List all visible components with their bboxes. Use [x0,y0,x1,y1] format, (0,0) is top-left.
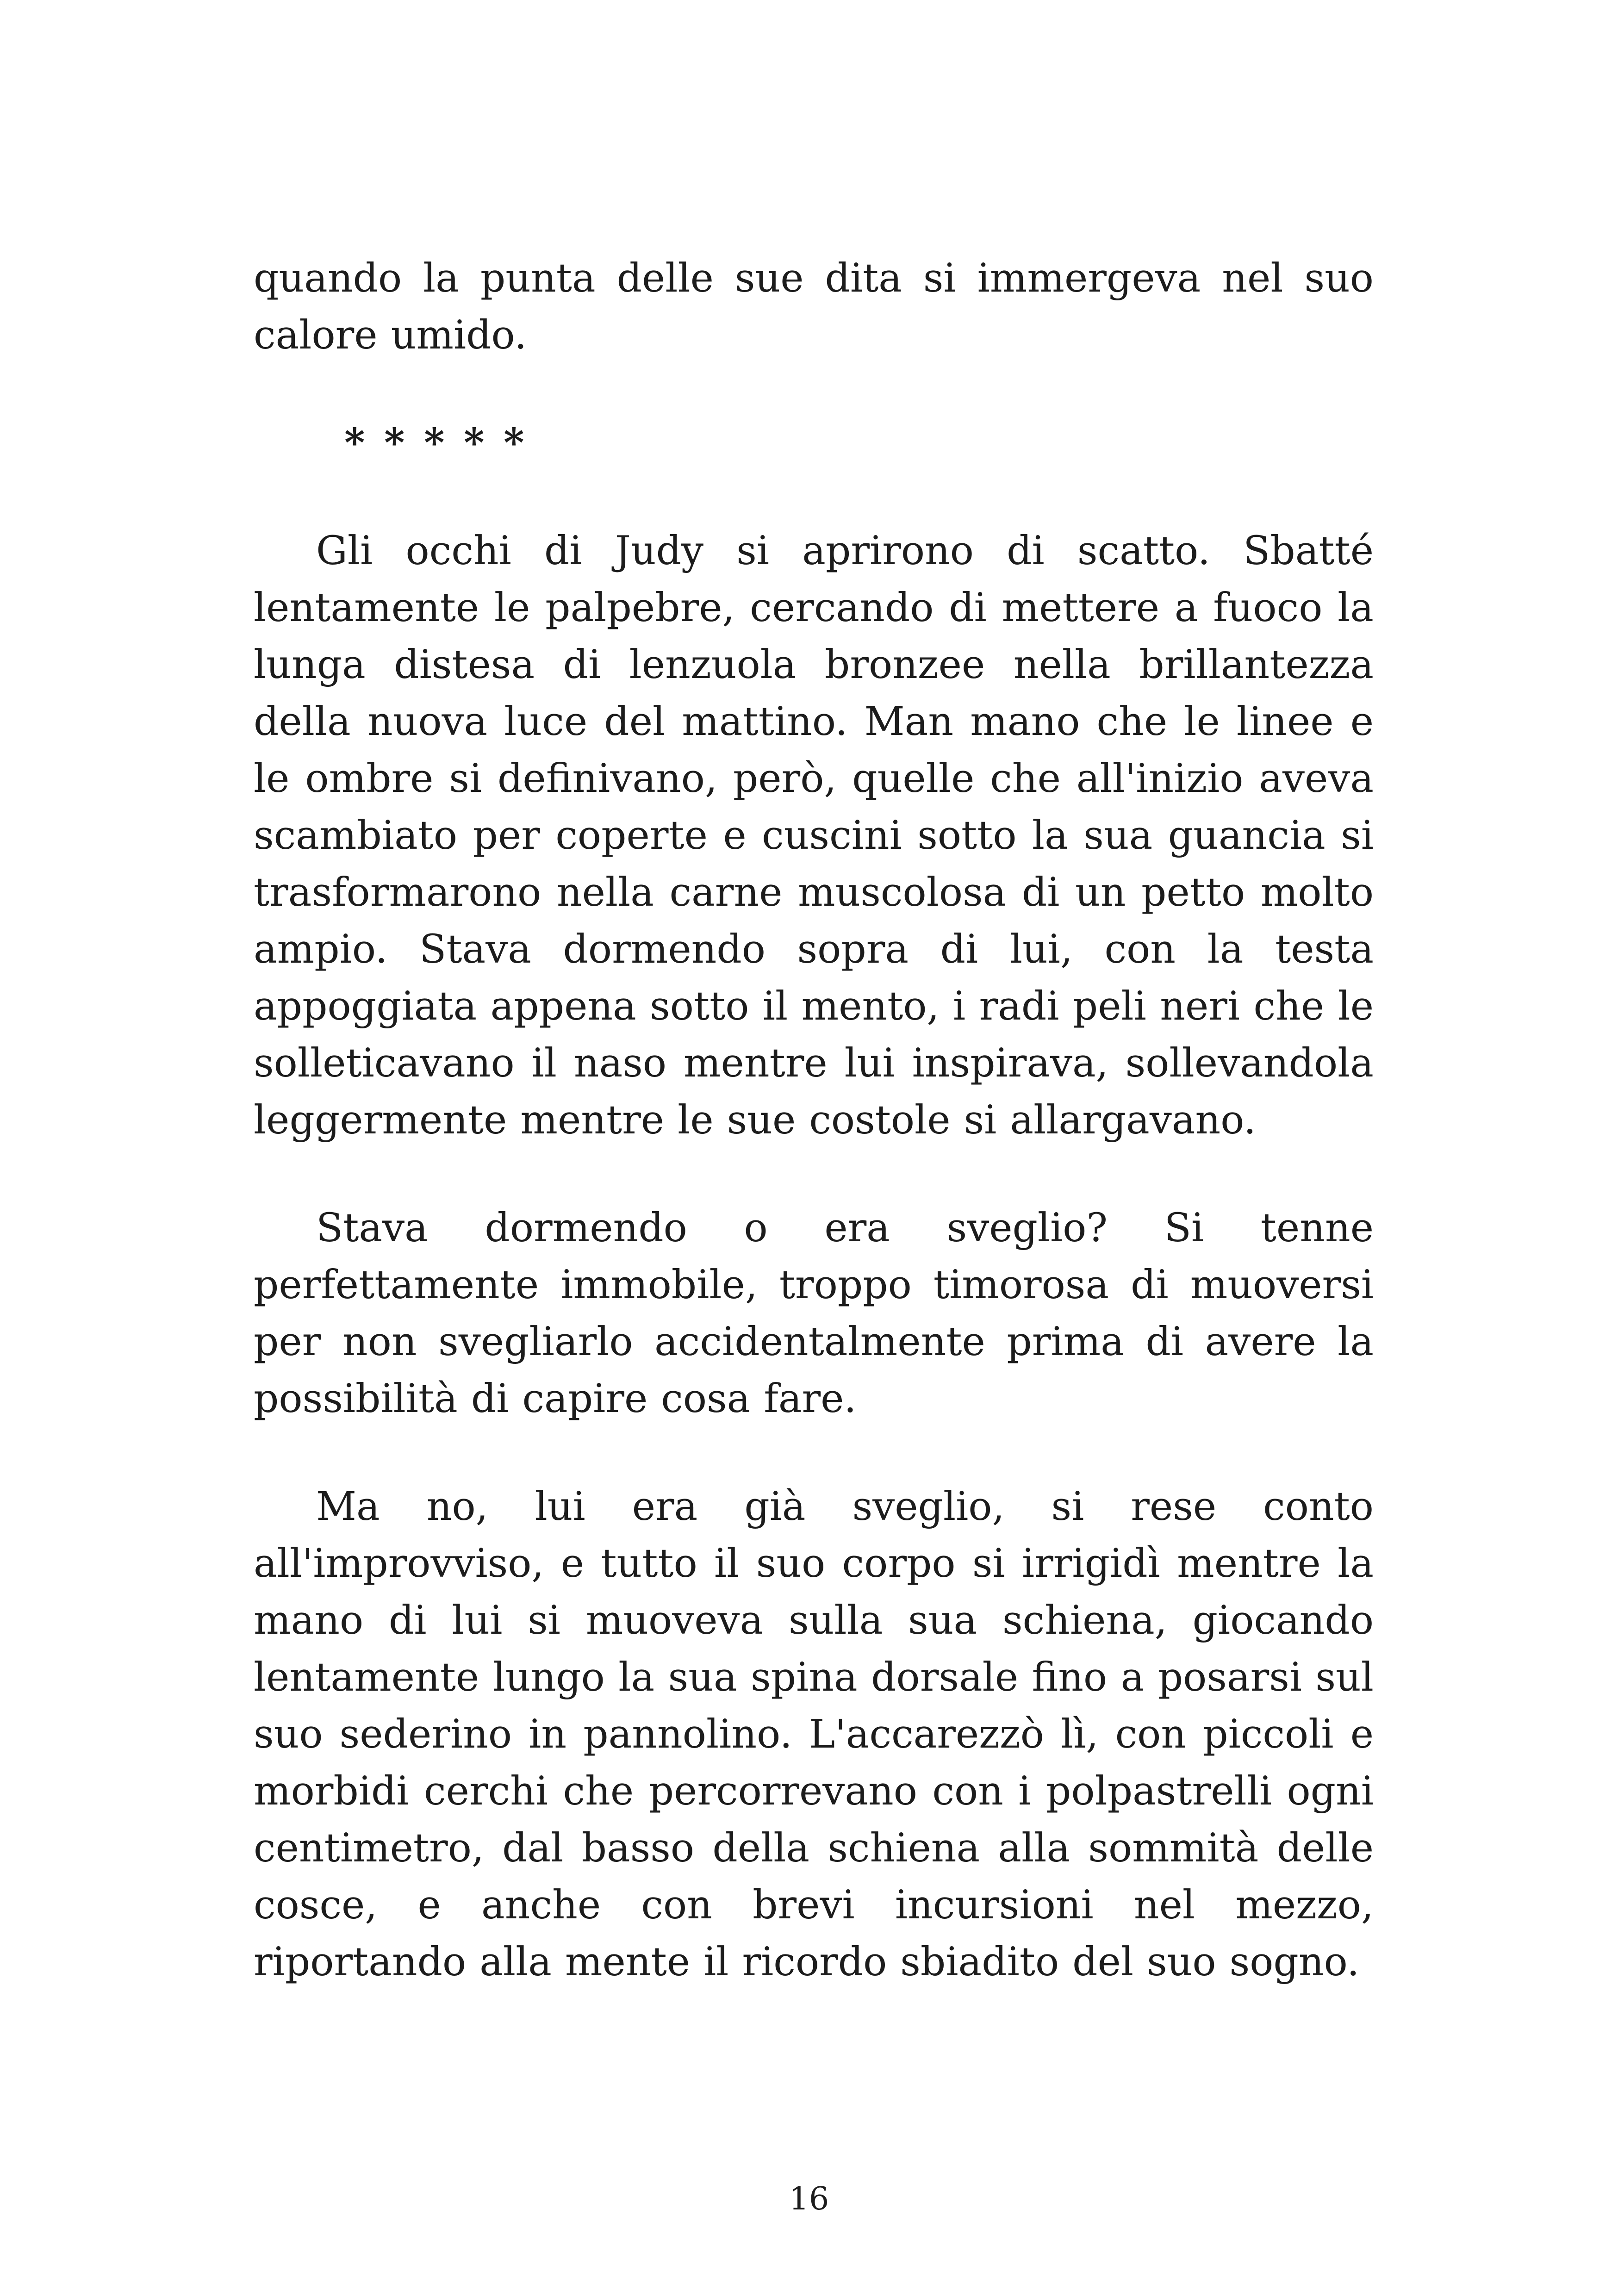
page-number: 16 [789,2181,829,2217]
paragraph-continuation: quando la punta delle sue dita si immergeva nel suo calore umido. [254,255,1374,358]
paragraph-already-awake: Ma no, lui era già sveglio, si rese conto all'improvviso, e tutto il suo corpo si irrigidì mentre la mano di lui si muoveva sulla sua schiena, giocando lentamente lungo la sua spina dorsale fino a posarsi sul suo sederino in pannolino. L'accarezzò lì, con piccoli e morbidi cerchi che percorrevano con i polpastrelli ogni centimetro, dal basso della schiena alla sommità delle cosce, e anche con brevi incursioni nel mezzo, riportando alla mente il ricordo sbiadito del suo sogno. [254,1484,1374,1985]
paragraph-judy-awakens: Gli occhi di Judy si aprirono di scatto. Sbatté lentamente le palpebre, cercando di mettere a fuoco la lunga distesa di lenzuola bronzee nella brillantezza della nuova luce del mattino. Man mano che le linee e le ombre si definivano, però, quelle che all'inizio aveva scambiato per coperte e cuscini sotto la sua guancia si trasformarono nella carne muscolosa di un petto molto ampio. Stava dormendo sopra di lui, con la testa appoggiata appena sotto il mento, i radi peli neri che le solleticavano il naso mentre lui inspirava, sollevandola leggermente mentre le sue costole si allargavano. [254,528,1374,1143]
page-body [254,250,1374,2194]
scene-separator: * * * * * [344,420,527,466]
paragraph-asleep-or-awake: Stava dormendo o era sveglio? Si tenne perfettamente immobile, troppo timorosa di muoversi per non svegliarlo accidentalmente prima di avere la possibilità di capire cosa fare. [254,1205,1374,1422]
